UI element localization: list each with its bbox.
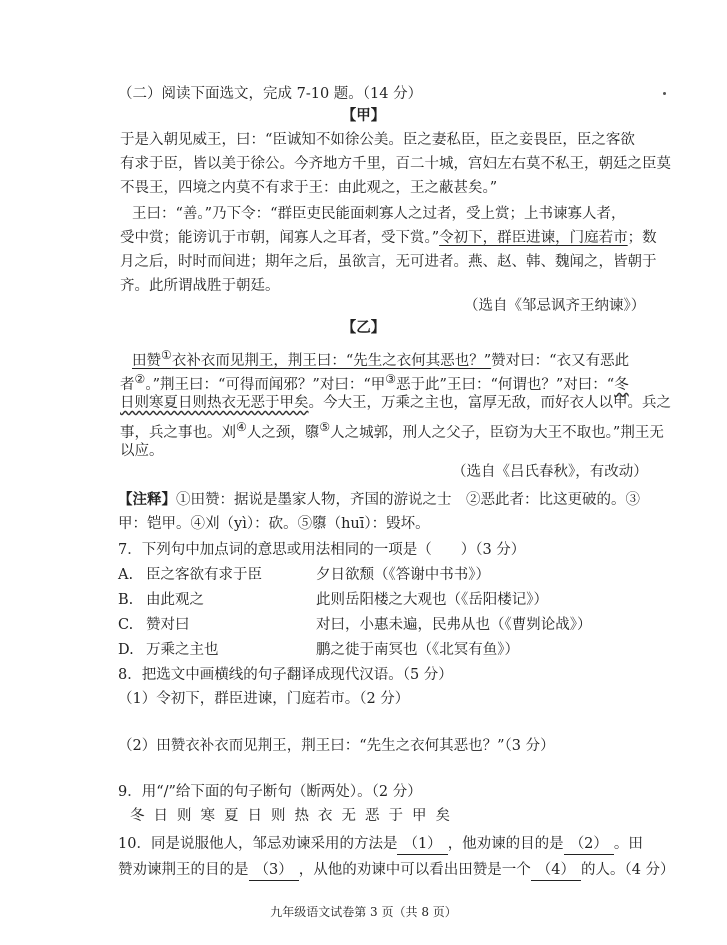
jia-p1-line1: 于是入朝见威王，曰：“臣诚知不如徐公美。臣之妻私臣，臣之妾畏臣，臣之客欲	[120, 132, 635, 148]
yi-line1-text: 衣补衣而见荆王，荆王曰：“先生之衣何其恶也？”	[171, 352, 492, 369]
yi-tianzan: 田赞	[132, 352, 161, 369]
yi-line4-text: 人之城郭，刑人之父子，臣窃为大王不取也。”荆王无	[330, 424, 664, 441]
q10-text-5: ，从他的劝谏中可以看出田赞是一个	[298, 862, 531, 878]
option-left: 臣之客欲有求于臣	[146, 567, 262, 583]
page-footer: 九年级语文试卷第 3 页（共 8 页）	[270, 905, 457, 919]
q10-text-1: 10．同是说服他人，邹忌劝谏采用的方法是	[118, 836, 398, 852]
jia-p2-line2-text: 受中赏；能谤讥于市朝，闻寡人之耳者，受下赏。”	[120, 230, 440, 246]
q9-stem: 9．用“/”给下面的句子断句（断两处）。（2 分）	[118, 784, 422, 800]
note-ref-5: ⑤	[319, 420, 331, 434]
option-left: 由此观之	[146, 592, 204, 608]
q8-sub2: （2）田赞衣补衣而见荆王，荆王曰：“先生之衣何其恶也？”（3 分）	[118, 738, 555, 754]
q10-text-6: 的人。（4 分）	[580, 862, 675, 878]
jia-p2-line4: 齐。此所谓战胜于朝廷。	[120, 278, 280, 294]
jia-p2-line2-tail: ；数	[627, 230, 657, 246]
underlined-sentence-2	[132, 348, 492, 369]
option-key: C.	[118, 617, 134, 633]
scan-dot	[663, 92, 666, 95]
q10-text-3: 。田	[613, 836, 643, 852]
underlined-sentence-1: 令初下，群臣进谏，门庭若市	[439, 230, 628, 246]
q9-sentence: 冬日则寒夏日则热衣无恶于甲矣	[130, 808, 459, 824]
yi-line3-text: 。今大王，万乘之主也，富厚无敌，而好衣人以甲。兵之	[308, 395, 671, 411]
notes-line2: 甲：铠甲。④刈（yì）：砍。⑤隳（huī）：毁坏。	[118, 516, 430, 532]
option-right: 鹏之徙于南冥也（《北冥有鱼》）	[316, 642, 519, 658]
note-ref-3: ③	[385, 372, 397, 386]
notes-text-1: ①田赞：据说是墨家人物，齐国的游说之士 ②恶此者：比这更破的。③	[176, 492, 640, 508]
q10-line2	[118, 860, 675, 881]
jia-p2-line2	[120, 228, 657, 248]
jia-p1-line3: 不畏王，四境之内莫不有求于王：由此观之，王之蔽甚矣。”	[120, 180, 498, 196]
jia-p2-line1: 王曰：“善。”乃下令：“群臣吏民能面刺寡人之过者，受上赏；上书谏寡人者，	[132, 206, 626, 222]
q10-text-4: 赞劝谏荆王的目的是	[118, 862, 249, 878]
note-ref-4: ④	[236, 420, 247, 434]
answer-blank-1[interactable]: （1）	[397, 834, 447, 855]
q10-text-2: ，他劝谏的目的是	[447, 836, 564, 852]
yi-source: （选自《吕氏春秋》，有改动）	[452, 464, 648, 480]
yi-line2-mid: 。”荆王曰：“可得而闻邪？”对曰：“甲	[145, 376, 386, 393]
notes-line1	[118, 490, 640, 510]
q7-option-a[interactable]	[118, 565, 490, 585]
q7-stem: 7．下列句中加点词的意思或用法相同的一项是（ ）（3 分）	[118, 542, 526, 558]
answer-blank-3[interactable]: （3）	[249, 860, 299, 881]
jia-p1-line2: 有求于臣，皆以美于徐公。今齐地方千里，百二十城，宫妇左右莫不私王，朝廷之臣莫	[120, 156, 671, 172]
q7-option-b[interactable]	[118, 590, 548, 610]
option-right: 夕日欲颓（《答谢中书书》）	[316, 567, 490, 583]
wavy-sentence-start: 冬	[614, 376, 629, 393]
yi-line2	[120, 369, 629, 395]
yi-line4-head: 事，兵之事也。刈	[120, 424, 236, 441]
jia-title: 【甲】	[341, 107, 386, 124]
option-right: 对曰，小惠未遍，民弗从也（《曹刿论战》）	[316, 617, 592, 633]
yi-line4	[120, 417, 664, 443]
option-key: A.	[118, 567, 134, 583]
option-key: D.	[118, 642, 134, 658]
yi-line1-tail: 赞对曰：“衣又有恶此	[491, 352, 630, 369]
option-key: B.	[118, 592, 134, 608]
wavy-sentence: 日则寒夏日则热衣无恶于甲矣	[120, 395, 309, 411]
yi-line2-text: 恶于此”王曰：“何谓也？”对曰：“	[396, 376, 615, 393]
option-right: 此则岳阳楼之大观也（《岳阳楼记》）	[316, 592, 548, 608]
yi-line3	[120, 393, 671, 413]
option-left: 万乘之主也	[146, 642, 219, 658]
q8-sub1: （1）令初下，群臣进谏，门庭若市。（2 分）	[118, 691, 410, 707]
section-header: （二）阅读下面选文，完成 7-10 题。（14 分）	[118, 86, 423, 102]
yi-line1	[132, 345, 629, 371]
answer-blank-2[interactable]: （2）	[564, 834, 614, 855]
q7-option-d[interactable]	[118, 640, 519, 660]
option-left: 赞对曰	[146, 617, 190, 633]
q8-stem: 8．把选文中画横线的句子翻译成现代汉语。（5 分）	[118, 667, 453, 683]
jia-p2-line3: 月之后，时时而间进；期年之后，虽欲言，无可进者。燕、赵、韩、魏闻之，皆朝于	[120, 254, 657, 270]
yi-line4-mid: 人之颈，隳	[246, 424, 320, 441]
q10-line1	[118, 834, 643, 855]
yi-line2-head: 者	[120, 376, 135, 393]
answer-blank-4[interactable]: （4）	[531, 860, 581, 881]
yi-title: 【乙】	[341, 319, 386, 336]
jia-source: （选自《邹忌讽齐王纳谏》）	[464, 298, 646, 314]
notes-label: 【注释】	[118, 491, 176, 508]
yi-line5: 以应。	[120, 443, 164, 459]
note-ref-2: ②	[134, 372, 146, 386]
q7-option-c[interactable]	[118, 615, 592, 635]
note-ref-1: ①	[161, 348, 172, 362]
